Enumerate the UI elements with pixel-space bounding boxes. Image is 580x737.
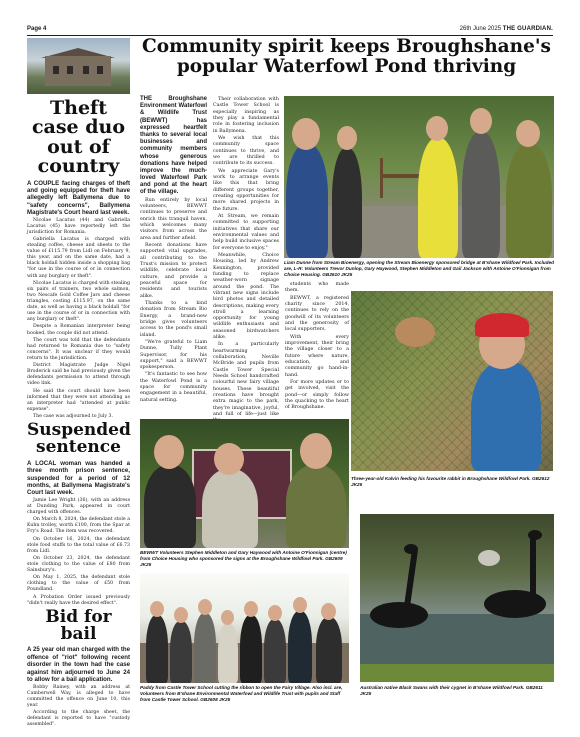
bail-paragraph: Bobby Rainey, with an address at Camberwell Way, is alleged to have committed the offence on June 10, this year. [27, 684, 130, 708]
article-paragraph: With every improvement, their bring the village closer to a future where nature, education, and community go hand-in-hand. [285, 334, 349, 378]
article-intro: THE Broughshane Environment Waterfowl & Wildlife Trust (BEWWT) has expressed heartfelt thanks to several local businesses and community members whose generous donations have helped improve the much-loved Waterfowl Park and pond at the heart of the village. [140, 96, 207, 196]
fairy-village-caption: Paddy from Castle Tower School cutting the ribbon to open the Fairy Village. Also incl. are, Volunteers from B'shane Environmental Waterfowl and Wildlife Trust with pupils and Staff from Castle Tower School. GB2608 JK25 [140, 685, 343, 703]
article-paragraph: We wish that this community space continues to thrive, and we are thrilled to contribute to its success. [213, 135, 279, 167]
article-paragraph: In a particularly heartwarming collaboration, Neville McBride and pupils from Castle Tower Special Needs School handcrafted colourful new fairy village houses. These beautiful creations have brought extra magic to the park, they're imaginative, joyful, and full of life—just like [213, 342, 279, 418]
fairy-village-group-photo [140, 573, 349, 683]
theft-paragraph: Nicolae Lacatus is charged with stealing six pairs of trainers, two whole salmon, two Nescafe Gold Coffee Jars and cheese triangles, costing £115.97, on the same date, as well as having a black holdall "for use in the course of or in connection with any burglary or theft". [27, 280, 130, 323]
article-paragraph: For more updates or to get involved, visit the pond—or simply follow the quacking to the heart of Broughshane. [285, 379, 349, 411]
suspended-paragraph: On May 1, 2025, the defendant stole clothing to the value of £50 from Poundland. [27, 575, 130, 593]
suspended-paragraph: On October 16, 2024, the defendant stole food stuffs to the total value of £6.73 from Lidl. [27, 536, 130, 554]
theft-paragraph: The court was told that the defendants had returned to Romania due to "safety concerns". It was unclear if they would return to the jurisdiction. [27, 337, 130, 362]
bail-standfirst: A 25 year old man charged with the offence of "riot" following recent disorder in the town had the case against him adjourned to June 24 to allow for a bail application. [27, 646, 130, 684]
page-number: Page 4 [27, 26, 47, 32]
suspended-paragraph: On October 23, 2024, the defendant stole clothing to the value of £80 from Sainsbury's. [27, 555, 130, 574]
bail-headline: Bid for bail [45, 606, 112, 645]
left-column [27, 38, 130, 728]
article-paragraph: BEWWT, a registered charity since 2014, continues to rely on the goodwill of its volunteers and the generosity of local supporters. [285, 295, 349, 333]
article-paragraph: Their collaboration with Castle Tower School is especially inspiring as they play a fundamental role in fostering inclusion in Ballymena. [213, 97, 279, 134]
article-paragraph: students who made them. [285, 282, 349, 294]
theft-body [27, 218, 130, 421]
theft-paragraph: He said the court should have been informed that they were not attending as an interpreter had "attended at public expense". [27, 388, 130, 412]
swans-photo-caption: Australian native Black Swans with their cygnet in B'shane Wildfowl Park. GB2611 JK25 [360, 685, 543, 697]
paper-name: THE GUARDIAN. [502, 26, 553, 32]
article-paragraph: "It's fantastic to see how the Waterfowl Pond is a space for community engagement in a beautiful, natural setting. [140, 372, 207, 403]
signage-photo-caption: BEWWT Volunteers Stephen Middleton and Gary Haywood with Antoine O'Fionnigan (centre) from Choice Housing who sponsored the signs at the Broughshane Wildfowl Park. GB2609 JK25 [140, 550, 347, 568]
article-paragraph: Run entirely by local volunteers, BEWWT continues to preserve and enrich this tranquil haven, which welcomes many visitors from across the area and further afield. [140, 197, 207, 241]
suspended-paragraph: On March 8, 2024, the defendant stole a Kuhn trolley, worth £100, from the Spar at Fry's Road. The item was recovered. [27, 517, 130, 535]
article-paragraph: At Stream, we remain committed to supporting initiatives that share our environmental values and help build inclusive spaces for everyone to enjoy." [213, 213, 279, 251]
article-column-3 [285, 281, 349, 412]
bail-paragraph: According to the charge sheet, the defendant is reported to have "custody assembled". [27, 709, 130, 728]
article-paragraph: Meanwhile, Choice Housing, led by Andrew Kennington, provided funding to replace weather-worn signage around the pond. The vibrant new signs include bird photos and detailed descriptions, making every stroll a learning opportunity for young wildlife enthusiasts and seasoned birdwatchers alike. [213, 252, 279, 341]
signage-photo [140, 419, 349, 548]
article-paragraph: "We're grateful to Liam Dunne, Tully Plant Supervisor, for his support," said a BEWWT spokesperson. [140, 339, 207, 371]
suspended-headline: Suspended sentence [27, 420, 131, 458]
suspended-paragraph: A Probation Order issued previously "didn't really have the desired effect". [27, 594, 130, 606]
issue-date: 26th June 2025 [459, 26, 502, 32]
theft-paragraph: Nicolae Lacatus (44) and Gabriella Lacatus (45) have reportedly left the jurisdiction for Romania. [27, 217, 130, 235]
article-column-2 [213, 96, 279, 425]
suspended-standfirst: A LOCAL woman was handed a three month prison sentence, suspended for a period of 12 months, at Ballymena Magistrate's Court last week. [27, 459, 130, 497]
article-paragraph: Recent donations have supported vital upgrades, all contributing to the Trust's mission to protect wildlife, celebrate local culture, and provide a peaceful space for residents and tourists alike. [140, 242, 207, 299]
bail-body [27, 685, 130, 729]
courthouse-photo [27, 38, 130, 94]
black-swans-photo [360, 514, 554, 682]
column-1-body [140, 198, 207, 405]
article-column-1 [140, 96, 207, 404]
suspended-body [27, 498, 130, 607]
child-rabbit-photo [351, 291, 553, 471]
theft-standfirst: A COUPLE facing charges of theft and going equipped for theft have allegedly left Ballymena due to "safety concerns", Ballymena Magistrate's Court heard last week. [27, 179, 130, 217]
theft-headline: Theft case duo out of country [31, 97, 126, 178]
article-paragraph: We appreciate Gary's work to arrange events like this that bring different groups together, creating opportunities for more shared projects in the future. [213, 168, 279, 212]
article-paragraph: Thanks to a kind donation from Stream Bio Energy, a brand-new bridge gives volunteers access to the pond's small island. [140, 300, 207, 338]
column-3-body [285, 282, 349, 412]
theft-paragraph: The case was adjourned to July 3. [33, 414, 114, 419]
column-2-body [213, 97, 279, 425]
bridge-photo-caption: Liam Dunne from Stream Bioenergy, opening the Stream Bioenergy sponsored bridge at B'shane Wildfowl Park. Included are, L-R: Volunteers Trevor Dunlop, Gary Haywood, Stephen Middleton and Gail Jackson with Antoine O'Fionnigan from Choice Housing. GB2610 JK25 [284, 260, 554, 278]
theft-paragraph: Despite a Romanian interpreter being booked, the couple did not attend. [27, 324, 130, 336]
bridge-opening-photo [284, 96, 554, 258]
theft-paragraph: District Magistrate Judge Nigel Broderick said he had previously given the defendants permission to attend through video link. [27, 363, 130, 387]
main-headline: Community spirit keeps Broughshane's popular Waterfowl Pond thriving [142, 36, 551, 78]
suspended-paragraph: Jamie Lee Wright (36), with an address at Dunding Park, appeared in court charged with offences. [27, 497, 130, 516]
masthead-line [460, 26, 553, 32]
theft-paragraph: Gabriella Lacatus is charged with stealing coffee, cheese and sheets to the value of £115.79 from Lidl on February 9, this year, and on the same date, had a black holdall hidden inside a shopping bag "for use in the course of or in connection with any burglary or theft". [27, 236, 130, 279]
rabbit-photo-caption: Three-year-old Kalvin feeding his favourite rabbit in Broughshane Wildfowl Park. GB2612 JK25 [351, 476, 550, 488]
